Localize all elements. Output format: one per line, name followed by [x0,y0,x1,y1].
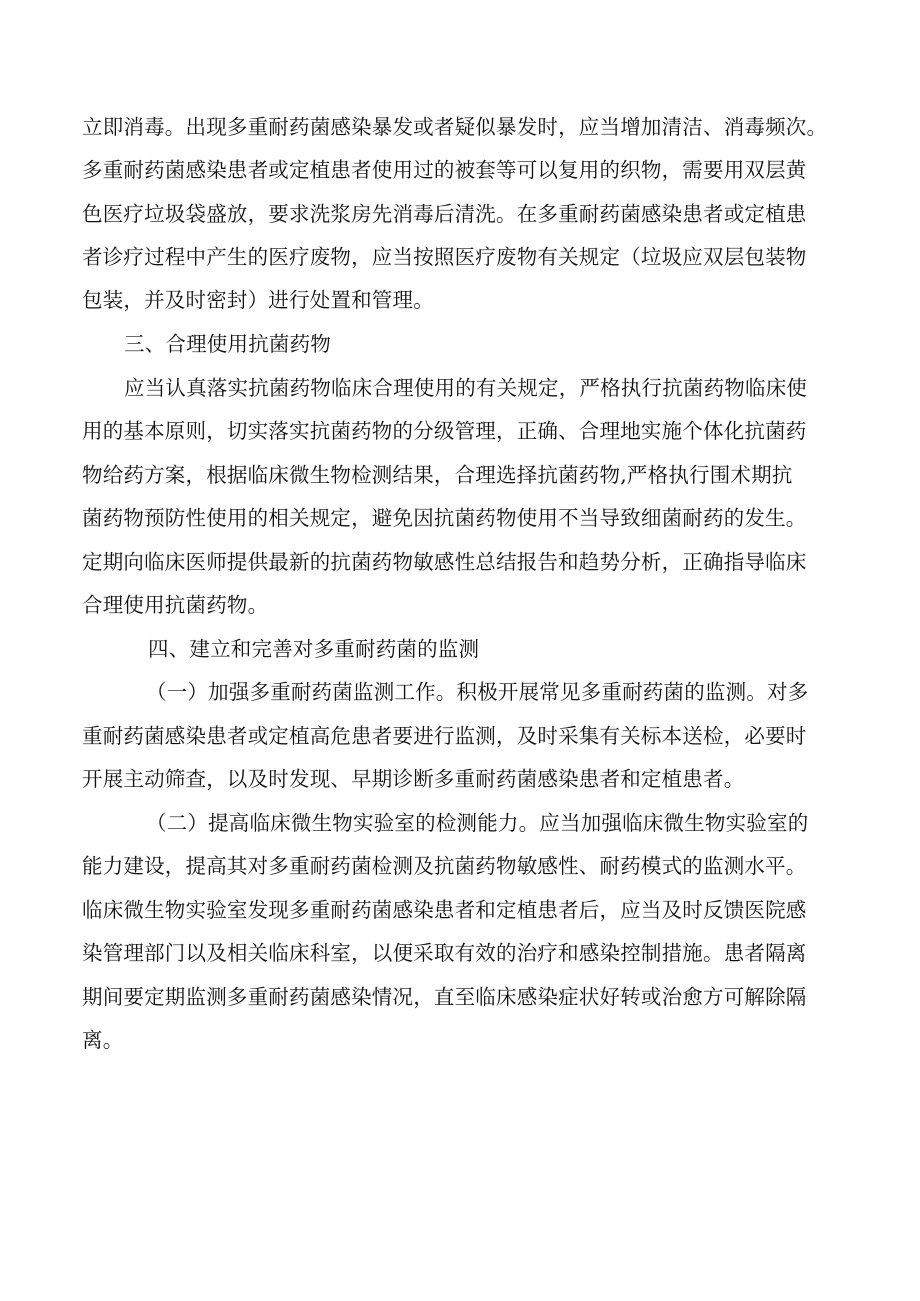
text-line: 者诊疗过程中产生的医疗废物，应当按照医疗废物有关规定（垃圾应双层包装物 [82,245,807,269]
text-line: 色医疗垃圾袋盛放，要求洗浆房先消毒后清洗。在多重耐药菌感染患者或定植患 [82,202,807,226]
section-heading-3: 三、合理使用抗菌药物 [124,332,331,356]
text-line: 应当认真落实抗菌药物临床合理使用的有关规定，严格执行抗菌药物临床使 [124,376,808,400]
text-line: 包装，并及时密封）进行处置和管理。 [82,288,434,312]
text-line: 离。 [82,1028,124,1052]
text-line: 多重耐药菌感染患者或定植患者使用过的被套等可以复用的织物，需要用双层黄 [82,158,807,182]
section-heading-4: 四、建立和完善对多重耐药菌的监测 [148,637,480,661]
text-line: 物给药方案，根据临床微生物检测结果，合理选择抗菌药物,严格执行围术期抗 [82,463,793,487]
text-line: 染管理部门以及相关临床科室，以便采取有效的治疗和感染控制措施。患者隔离 [82,941,807,965]
text-line: 期间要定期监测多重耐药菌感染情况，直至临床感染症状好转或治愈方可解除隔 [82,985,807,1009]
text-line: （二）提高临床微生物实验室的检测能力。应当加强临床微生物实验室的 [146,811,809,835]
text-line: 开展主动筛查，以及时发现、早期诊断多重耐药菌感染患者和定植患者。 [82,767,745,791]
text-line: 合理使用抗菌药物。 [82,593,269,617]
text-line: （一）加强多重耐药菌监测工作。积极开展常见多重耐药菌的监测。对多 [146,680,809,704]
text-line: 菌药物预防性使用的相关规定，避免因抗菌药物使用不当导致细菌耐药的发生。 [82,506,807,530]
text-line: 重耐药菌感染患者或定植高危患者要进行监测，及时采集有关标本送检，必要时 [82,724,807,748]
text-line: 能力建设，提高其对多重耐药菌检测及抗菌药物敏感性、耐药模式的监测水平。 [82,854,807,878]
text-line: 临床微生物实验室发现多重耐药菌感染患者和定植患者后，应当及时反馈医院感 [82,898,807,922]
text-line: 用的基本原则，切实落实抗菌药物的分级管理，正确、合理地实施个体化抗菌药 [82,419,807,443]
text-line: 立即消毒。出现多重耐药菌感染暴发或者疑似暴发时，应当增加清洁、消毒频次。 [82,115,828,139]
text-line: 定期向临床医师提供最新的抗菌药物敏感性总结报告和趋势分析，正确指导临床 [82,550,807,574]
